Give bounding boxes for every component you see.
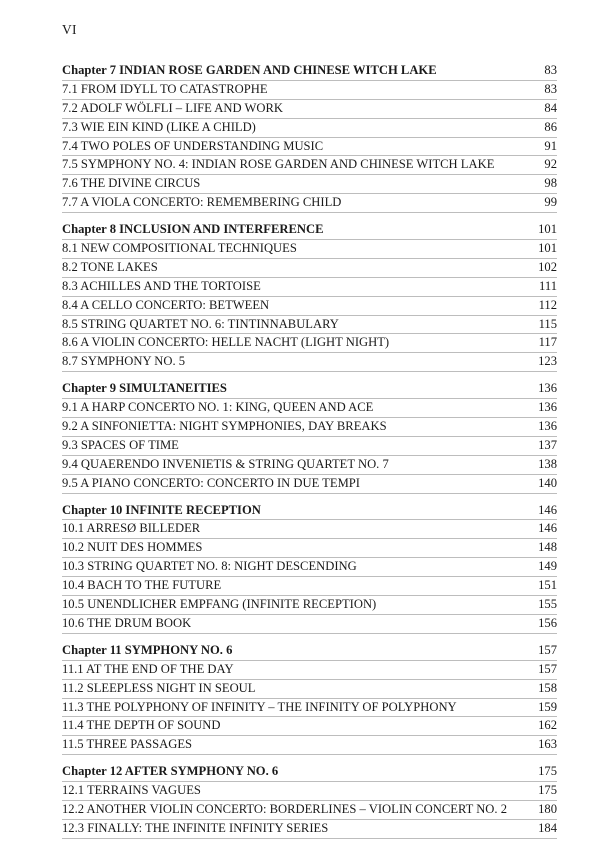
toc-entry[interactable] xyxy=(62,278,557,297)
section-page-number: 92 xyxy=(544,157,557,172)
toc-entry[interactable] xyxy=(62,119,557,138)
toc-entry[interactable] xyxy=(62,736,557,755)
chapter-block xyxy=(62,221,557,372)
section-page-number: 136 xyxy=(538,419,557,434)
chapter-title: Chapter 8 INCLUSION AND INTERFERENCE xyxy=(62,222,324,237)
section-title: 11.1 AT THE END OF THE DAY xyxy=(62,661,234,676)
chapter-block xyxy=(62,502,557,634)
chapter-title: Chapter 9 SIMULTANEITIES xyxy=(62,381,227,396)
chapter-heading[interactable] xyxy=(62,62,557,81)
toc-entry[interactable] xyxy=(62,81,557,100)
section-title: 7.6 THE DIVINE CIRCUS xyxy=(62,176,201,191)
chapter-heading[interactable] xyxy=(62,763,557,782)
section-page-number: 156 xyxy=(538,615,557,630)
toc-entry[interactable] xyxy=(62,240,557,259)
toc-entry[interactable] xyxy=(62,156,557,175)
section-page-number: 136 xyxy=(538,400,557,415)
chapter-page-number: 136 xyxy=(538,381,557,396)
section-page-number: 84 xyxy=(544,100,557,115)
toc-entry[interactable] xyxy=(62,520,557,539)
toc-entry[interactable] xyxy=(62,418,557,437)
section-title: 7.3 WIE EIN KIND (LIKE A CHILD) xyxy=(62,119,256,134)
toc-entry[interactable] xyxy=(62,475,557,494)
section-page-number: 123 xyxy=(538,354,557,369)
section-title: 10.2 NUIT DES HOMMES xyxy=(62,540,203,555)
section-title: 12.3 FINALLY: THE INFINITE INFINITY SERIES xyxy=(62,820,329,835)
toc-entry[interactable] xyxy=(62,717,557,736)
section-page-number: 91 xyxy=(544,138,557,153)
toc-entry[interactable] xyxy=(62,138,557,157)
section-title: 8.5 STRING QUARTET NO. 6: TINTINNABULARY xyxy=(62,316,339,331)
section-page-number: 149 xyxy=(538,559,557,574)
section-page-number: 98 xyxy=(544,176,557,191)
section-page-number: 111 xyxy=(539,278,557,293)
toc-entry[interactable] xyxy=(62,661,557,680)
section-title: 7.5 SYMPHONY NO. 4: INDIAN ROSE GARDEN AND CHINESE WITCH LAKE xyxy=(62,157,495,172)
section-page-number: 151 xyxy=(538,578,557,593)
chapter-title: Chapter 7 INDIAN ROSE GARDEN AND CHINESE WITCH LAKE xyxy=(62,63,437,77)
section-title: 10.4 BACH TO THE FUTURE xyxy=(62,578,222,593)
toc-entry[interactable] xyxy=(62,782,557,801)
toc-entry[interactable] xyxy=(62,297,557,316)
section-page-number: 180 xyxy=(538,801,557,816)
section-title: 10.6 THE DRUM BOOK xyxy=(62,615,192,630)
section-page-number: 184 xyxy=(538,820,557,835)
toc-entry[interactable] xyxy=(62,680,557,699)
section-title: 8.2 TONE LAKES xyxy=(62,259,158,274)
section-title: 9.3 SPACES OF TIME xyxy=(62,437,179,452)
section-title: 9.1 A HARP CONCERTO NO. 1: KING, QUEEN AND ACE xyxy=(62,400,374,415)
section-title: 9.2 A SINFONIETTA: NIGHT SYMPHONIES, DAY BREAKS xyxy=(62,419,387,434)
chapter-heading[interactable] xyxy=(62,642,557,661)
section-page-number: 99 xyxy=(544,195,557,210)
toc-entry[interactable] xyxy=(62,820,557,839)
section-title: 10.1 ARRESØ BILLEDER xyxy=(62,521,201,536)
chapter-title: Chapter 10 INFINITE RECEPTION xyxy=(62,502,261,517)
table-of-contents xyxy=(62,62,557,847)
section-title: 12.2 ANOTHER VIOLIN CONCERTO: BORDERLINES – VIOLIN CONCERT NO. 2 xyxy=(62,801,507,816)
toc-entry[interactable] xyxy=(62,577,557,596)
section-title: 7.1 FROM IDYLL TO CATASTROPHE xyxy=(62,81,268,96)
section-page-number: 137 xyxy=(538,437,557,452)
section-page-number: 115 xyxy=(538,316,557,331)
toc-entry[interactable] xyxy=(62,615,557,634)
toc-entry[interactable] xyxy=(62,399,557,418)
section-title: 8.1 NEW COMPOSITIONAL TECHNIQUES xyxy=(62,241,297,256)
section-title: 10.5 UNENDLICHER EMPFANG (INFINITE RECEPTION) xyxy=(62,597,377,612)
chapter-title: Chapter 11 SYMPHONY NO. 6 xyxy=(62,642,233,657)
section-page-number: 86 xyxy=(544,119,557,134)
section-page-number: 117 xyxy=(538,335,557,350)
chapter-page-number: 175 xyxy=(538,764,557,779)
section-page-number: 158 xyxy=(538,680,557,695)
toc-entry[interactable] xyxy=(62,539,557,558)
toc-entry[interactable] xyxy=(62,259,557,278)
section-title: 11.4 THE DEPTH OF SOUND xyxy=(62,718,221,733)
section-title: 11.5 THREE PASSAGES xyxy=(62,737,193,752)
section-page-number: 140 xyxy=(538,475,557,490)
section-page-number: 163 xyxy=(538,737,557,752)
section-title: 11.2 SLEEPLESS NIGHT IN SEOUL xyxy=(62,680,256,695)
toc-entry[interactable] xyxy=(62,194,557,213)
section-title: 9.5 A PIANO CONCERTO: CONCERTO IN DUE TEMPI xyxy=(62,475,360,490)
chapter-page-number: 146 xyxy=(538,502,557,517)
section-page-number: 102 xyxy=(538,259,557,274)
chapter-block xyxy=(62,380,557,493)
toc-entry[interactable] xyxy=(62,334,557,353)
toc-entry[interactable] xyxy=(62,801,557,820)
section-title: 11.3 THE POLYPHONY OF INFINITY – THE INFINITY OF POLYPHONY xyxy=(62,699,457,714)
section-page-number: 157 xyxy=(538,661,557,676)
chapter-page-number: 101 xyxy=(538,222,557,237)
section-page-number: 175 xyxy=(538,783,557,798)
toc-entry[interactable] xyxy=(62,558,557,577)
chapter-heading[interactable] xyxy=(62,502,557,521)
section-page-number: 138 xyxy=(538,456,557,471)
toc-entry[interactable] xyxy=(62,316,557,335)
section-page-number: 159 xyxy=(538,699,557,714)
chapter-heading[interactable] xyxy=(62,221,557,240)
section-title: 9.4 QUAERENDO INVENIETIS & STRING QUARTET NO. 7 xyxy=(62,456,389,471)
section-page-number: 112 xyxy=(538,297,557,312)
chapter-page-number: 83 xyxy=(544,63,557,77)
section-title: 10.3 STRING QUARTET NO. 8: NIGHT DESCENDING xyxy=(62,559,357,574)
chapter-block xyxy=(62,763,557,839)
section-page-number: 101 xyxy=(538,241,557,256)
page-number: VI xyxy=(62,22,77,37)
toc-entry[interactable] xyxy=(62,596,557,615)
section-page-number: 162 xyxy=(538,718,557,733)
section-title: 8.4 A CELLO CONCERTO: BETWEEN xyxy=(62,297,270,312)
chapter-block xyxy=(62,62,557,213)
section-page-number: 155 xyxy=(538,597,557,612)
chapter-page-number: 157 xyxy=(538,642,557,657)
section-page-number: 146 xyxy=(538,521,557,536)
section-page-number: 83 xyxy=(544,81,557,96)
section-title: 7.7 A VIOLA CONCERTO: REMEMBERING CHILD xyxy=(62,195,342,210)
section-title: 8.3 ACHILLES AND THE TORTOISE xyxy=(62,278,261,293)
toc-entry[interactable] xyxy=(62,175,557,194)
toc-entry[interactable] xyxy=(62,456,557,475)
chapter-block xyxy=(62,642,557,755)
toc-entry[interactable] xyxy=(62,699,557,718)
section-title: 8.6 A VIOLIN CONCERTO: HELLE NACHT (LIGHT NIGHT) xyxy=(62,335,390,350)
section-page-number: 148 xyxy=(538,540,557,555)
toc-entry[interactable] xyxy=(62,353,557,372)
chapter-heading[interactable] xyxy=(62,380,557,399)
section-title: 12.1 TERRAINS VAGUES xyxy=(62,783,201,798)
section-title: 7.4 TWO POLES OF UNDERSTANDING MUSIC xyxy=(62,138,324,153)
chapter-title: Chapter 12 AFTER SYMPHONY NO. 6 xyxy=(62,764,279,779)
toc-entry[interactable] xyxy=(62,437,557,456)
section-title: 7.2 ADOLF WÖLFLI – LIFE AND WORK xyxy=(62,100,283,115)
section-title: 8.7 SYMPHONY NO. 5 xyxy=(62,354,186,369)
toc-entry[interactable] xyxy=(62,100,557,119)
